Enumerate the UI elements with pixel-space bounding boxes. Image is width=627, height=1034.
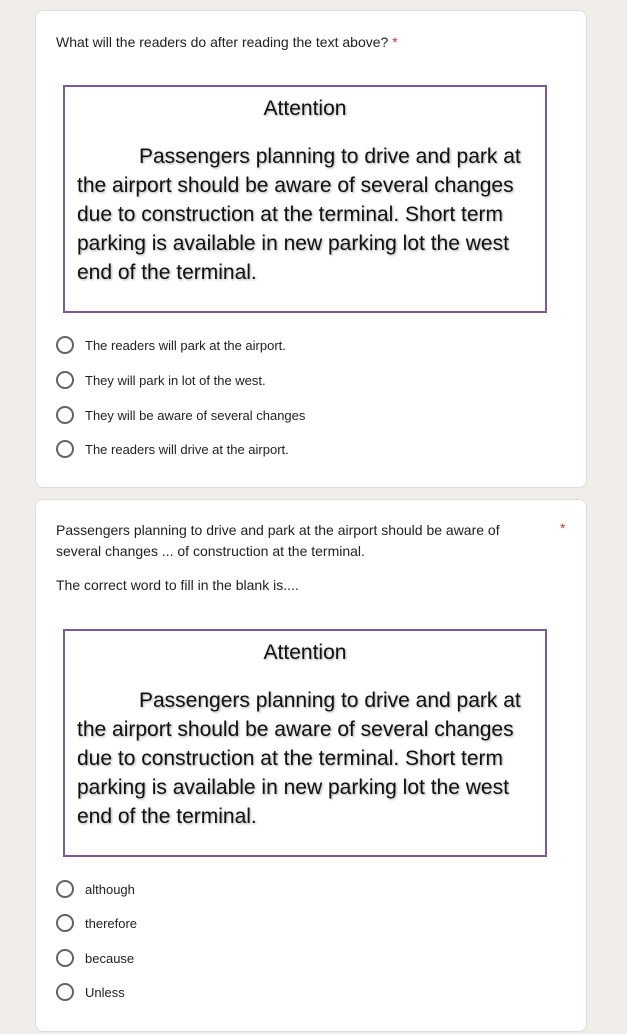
option-label: because bbox=[85, 950, 135, 966]
option-label: therefore bbox=[85, 915, 138, 931]
radio-button[interactable] bbox=[56, 336, 74, 354]
question-card-2 bbox=[35, 499, 587, 1032]
notice-heading: Attention bbox=[263, 641, 347, 664]
option-label: The readers will park at the airport. bbox=[85, 337, 286, 353]
question-1-text: What will the readers do after reading the text above? bbox=[56, 34, 389, 50]
question-2-subtitle: The correct word to fill in the blank is.... bbox=[56, 577, 299, 593]
option-label: although bbox=[85, 881, 135, 897]
attention-notice-image bbox=[63, 629, 547, 857]
option-label: Unless bbox=[85, 984, 125, 1000]
notice-body: Passengers planning to drive and park at the airport should be aware of several changes due to construction at the terminal. Short term parking is available in new parking lot the west end of the terminal. bbox=[77, 689, 521, 828]
attention-notice-image bbox=[63, 85, 547, 313]
radio-button[interactable] bbox=[56, 880, 74, 898]
option-unless[interactable] bbox=[56, 980, 125, 1004]
radio-button[interactable] bbox=[56, 406, 74, 424]
radio-button[interactable] bbox=[56, 371, 74, 389]
question-1-title bbox=[56, 32, 398, 53]
question-card-1 bbox=[35, 10, 587, 488]
option-label: The readers will drive at the airport. bbox=[85, 441, 289, 457]
option-label: They will be aware of several changes bbox=[85, 407, 306, 423]
option-1[interactable] bbox=[56, 333, 286, 357]
radio-button[interactable] bbox=[56, 949, 74, 967]
required-asterisk: * bbox=[560, 520, 566, 536]
option-2[interactable] bbox=[56, 368, 266, 392]
notice-body: Passengers planning to drive and park at the airport should be aware of several changes due to construction at the terminal. Short term parking is available in new parking lot the west end of the terminal. bbox=[77, 145, 521, 284]
option-3[interactable] bbox=[56, 403, 305, 427]
required-asterisk: * bbox=[392, 34, 398, 50]
radio-button[interactable] bbox=[56, 440, 74, 458]
notice-heading: Attention bbox=[263, 97, 347, 120]
option-therefore[interactable] bbox=[56, 911, 137, 935]
radio-button[interactable] bbox=[56, 914, 74, 932]
option-because[interactable] bbox=[56, 946, 134, 970]
option-label: They will park in lot of the west. bbox=[85, 372, 266, 388]
question-2-title: Passengers planning to drive and park at the airport should be aware of several changes ... of construction at the terminal. bbox=[56, 522, 500, 559]
radio-button[interactable] bbox=[56, 983, 74, 1001]
option-although[interactable] bbox=[56, 877, 135, 901]
option-4[interactable] bbox=[56, 437, 289, 461]
